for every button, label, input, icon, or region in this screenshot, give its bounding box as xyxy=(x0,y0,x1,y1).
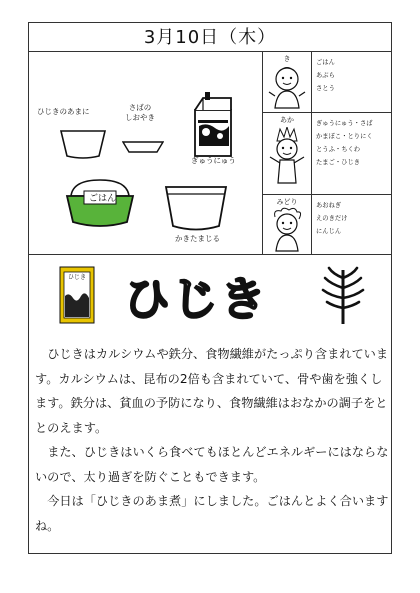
food-item: あぶら xyxy=(316,72,335,79)
food-group-yellow xyxy=(263,52,391,113)
feature-banner xyxy=(29,256,391,336)
green-character-icon xyxy=(267,207,307,253)
food-item: かまぼこ・とりにく xyxy=(316,133,373,140)
dish-label-rice: ごはん xyxy=(89,194,117,204)
food-group-name: みどり xyxy=(276,198,298,206)
food-list xyxy=(311,195,391,255)
menu-section xyxy=(29,52,391,255)
food-item: ぎゅうにゅう・さば xyxy=(316,120,373,127)
food-item: さとう xyxy=(316,85,335,92)
food-group-red xyxy=(263,113,391,195)
feature-paragraph: ひじきはカルシウムや鉄分、食物繊維がたっぷり含まれています。カルシウムは、昆布の2倍も含まれていて、骨や歯を強くします。鉄分は、貧血の予防になり、食物繊維はおなかの調子をととのえます。 xyxy=(35,347,389,435)
dish-label-milk: ぎゅうにゅう xyxy=(191,156,236,165)
dish-label-hijiki: ひじきのあまに xyxy=(37,107,90,116)
dish-label-soup: かきたまじる xyxy=(175,234,220,243)
food-item: にんじん xyxy=(316,228,342,235)
feature-paragraph: 今日は「ひじきのあま煮」にしました。ごはんとよく合いますね。 xyxy=(35,494,389,533)
package-label: ひじき xyxy=(67,274,86,281)
food-item: ごはん xyxy=(316,59,335,66)
feature-body xyxy=(35,342,389,538)
food-item: たまご・ひじき xyxy=(316,159,361,166)
yellow-character-icon xyxy=(267,64,307,110)
dishes-panel xyxy=(29,52,263,255)
hijiki-feature xyxy=(29,256,391,553)
food-group-green xyxy=(263,195,391,255)
menu-date: 3月10日（木） xyxy=(29,23,391,52)
food-list xyxy=(311,52,391,112)
menu-sheet xyxy=(28,22,392,554)
feature-paragraph: また、ひじきはいくら食べてもほとんどエネルギーにはならないので、太り過ぎを防ぐこともできます。 xyxy=(35,445,389,484)
plate-icon xyxy=(122,140,164,154)
hijiki-seaweed-icon xyxy=(319,266,367,326)
food-item: えのきだけ xyxy=(316,215,348,222)
food-list xyxy=(311,113,391,194)
food-item: あおねぎ xyxy=(316,202,342,209)
milk-carton-icon xyxy=(189,92,237,162)
feature-title: ひじき xyxy=(124,272,268,326)
soup-bowl-icon xyxy=(163,184,229,234)
small-bowl-icon xyxy=(59,128,107,160)
food-group-name: き xyxy=(283,55,291,63)
food-item: とうふ・ちくわ xyxy=(316,146,361,153)
dish-label-saba: さばの しおやき xyxy=(125,103,155,122)
food-groups-panel xyxy=(263,52,391,255)
red-character-icon xyxy=(267,127,307,187)
food-group-name: あか xyxy=(280,116,294,124)
